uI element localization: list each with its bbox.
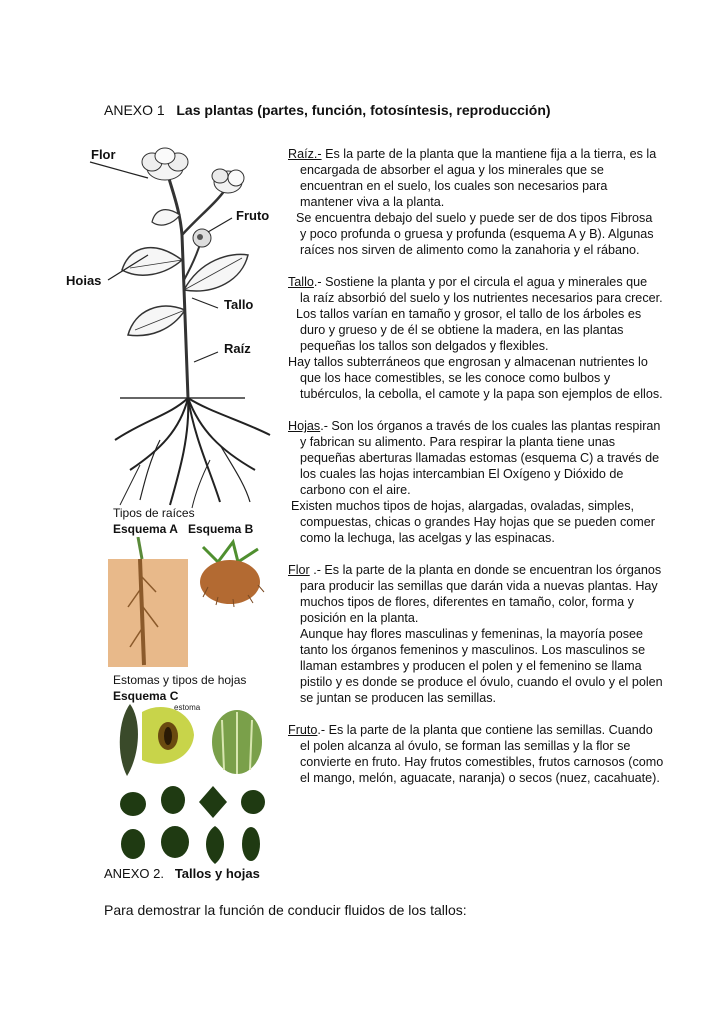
closing-line: Para demostrar la función de conducir fluidos de los tallos: xyxy=(104,902,467,918)
label-fruto: Fruto xyxy=(236,208,270,223)
fruto-line: .- Es la parte de la planta que contiene las semillas. Cuando xyxy=(317,723,653,737)
root-types-photo xyxy=(108,537,268,667)
heading-flor: Flor xyxy=(288,563,310,577)
leaf-types-photo xyxy=(115,782,275,872)
label-tallo: Tallo xyxy=(224,297,254,312)
flower-drawing xyxy=(142,148,188,180)
section-hojas xyxy=(288,418,698,546)
flor-line: muchos tipos de flores, diferentes en tamaño, color, forma y xyxy=(300,595,634,609)
hojas-line: Existen muchos tipos de hojas, alargadas, ovaladas, simples, xyxy=(291,499,635,513)
flor-line: llaman estambres y producen el polen y el femenino se llama xyxy=(300,659,642,673)
flor-line: tanto los órganos femeninos y masculinos. Los masculinos se xyxy=(300,643,646,657)
stomata-caption: Estomas y tipos de hojas xyxy=(113,673,247,687)
hojas-line: como la lechuga, las acelgas y las espinacas. xyxy=(300,531,555,545)
annex-number: ANEXO 1 xyxy=(104,102,165,118)
flor-line: Aunque hay flores masculinas y femeninas, la mayoría posee xyxy=(300,627,644,641)
section-tallo xyxy=(288,274,698,402)
annex2-title: Tallos y hojas xyxy=(174,866,260,881)
annex2-number: ANEXO 2. xyxy=(104,866,164,881)
tallo-line: tubérculos, la cebolla, el camote y la papa son ejemplos de ellos. xyxy=(300,387,663,401)
hojas-line: compuestas, chicas o grandes Hay hojas que se pueden comer xyxy=(300,515,655,529)
esquema-a-label: Esquema A xyxy=(113,522,178,536)
flor-line: para producir las semillas que darán vida a nuevas plantas. Hay xyxy=(300,579,658,593)
label-raiz: Raíz xyxy=(224,341,251,356)
esquema-labels xyxy=(113,521,253,537)
fruto-line: convierte en fruto. Hay frutos comestibles, frutos carnosos (como xyxy=(300,755,664,769)
roots-caption: Tipos de raíces xyxy=(113,506,195,520)
tallo-line: que los hace comestibles, se les conoce como bulbos y xyxy=(300,371,611,385)
hojas-line: .- Son los órganos a través de los cuales las plantas respiran xyxy=(320,419,661,433)
annex2-heading xyxy=(104,866,260,881)
esquema-b-label: Esquema B xyxy=(187,522,254,536)
flor-line: posición en la planta. xyxy=(300,611,419,625)
heading-raiz: Raíz.- xyxy=(288,147,322,161)
label-flor: Flor xyxy=(91,147,116,162)
tallo-line: duro y grueso y de él se obtiene la madera, en las plantas xyxy=(300,323,624,337)
roots-drawing xyxy=(115,398,270,508)
heading-hojas: Hojas xyxy=(288,419,321,433)
hojas-line: carbono con el aire. xyxy=(300,483,411,497)
hojas-line: los cuales las hojas intercambian El Oxígeno y Dióxido de xyxy=(300,467,624,481)
tallo-line: Los tallos varían en tamaño y grosor, el tallo de los árboles es xyxy=(296,307,642,321)
heading-fruto: Fruto xyxy=(288,723,318,737)
flor-line: se juntan se producen las semillas. xyxy=(300,691,497,705)
section-flor xyxy=(288,562,698,706)
tallo-line: pequeñas los tallos son delgados y flexibles. xyxy=(300,339,549,353)
tallo-line: .- Sostiene la planta y por el circula el agua y minerales que xyxy=(313,275,648,289)
esquema-c-text: Esquema C xyxy=(113,689,179,703)
plant-diagram xyxy=(60,140,300,510)
section-fruto xyxy=(288,722,698,786)
fruto-line: el polen alcanza al óvulo, se forman las semillas y la flor se xyxy=(300,739,631,753)
hojas-line: y fabrican su alimento. Para respirar la planta tiene unas xyxy=(300,435,616,449)
tallo-line: Hay tallos subterráneos que engrosan y almacenan nutrientes lo xyxy=(288,355,648,369)
flor-line: pistilo y es donde se produce el óvulo, cuando el ovulo y el polen xyxy=(300,675,663,689)
estoma-label: estoma xyxy=(174,703,201,712)
section-raiz xyxy=(288,146,698,258)
stomata-photo xyxy=(112,700,272,780)
raiz-line: raíces nos sirven de alimento como la zanahoria y el rábano. xyxy=(300,243,640,257)
raiz-line: encargada de absorber el agua y los minerales que se xyxy=(300,163,604,177)
flor-line: .- Es la parte de la planta en donde se encuentran los órganos xyxy=(309,563,662,577)
fruto-line: el mango, melón, aguacate, naranja) o secos (nuez, cacahuate). xyxy=(300,771,660,785)
tallo-line: la raíz absorbió del suelo y los nutrientes necesarios para crecer. xyxy=(300,291,663,305)
raiz-line: encuentran en el suelo, los cuales son necesarios para xyxy=(300,179,608,193)
raiz-line: y poco profunda o gruesa y profunda (esquema A y B). Algunas xyxy=(300,227,654,241)
raiz-line: mantener viva a la planta. xyxy=(300,195,445,209)
raiz-line: Se encuentra debajo del suelo y puede ser de dos tipos Fibrosa xyxy=(296,211,653,225)
annex-title: Las plantas (partes, función, fotosíntesis, reproducción) xyxy=(176,102,551,118)
page-title xyxy=(104,102,551,118)
heading-tallo: Tallo xyxy=(288,275,314,289)
label-hojas: Hoias xyxy=(66,273,102,288)
raiz-line: Es la parte de la planta que la mantiene fija a la tierra, es la xyxy=(321,147,657,161)
descriptions xyxy=(288,146,698,802)
hojas-line: pequeñas aberturas llamadas estomas (esquema C) a través de xyxy=(300,451,660,465)
